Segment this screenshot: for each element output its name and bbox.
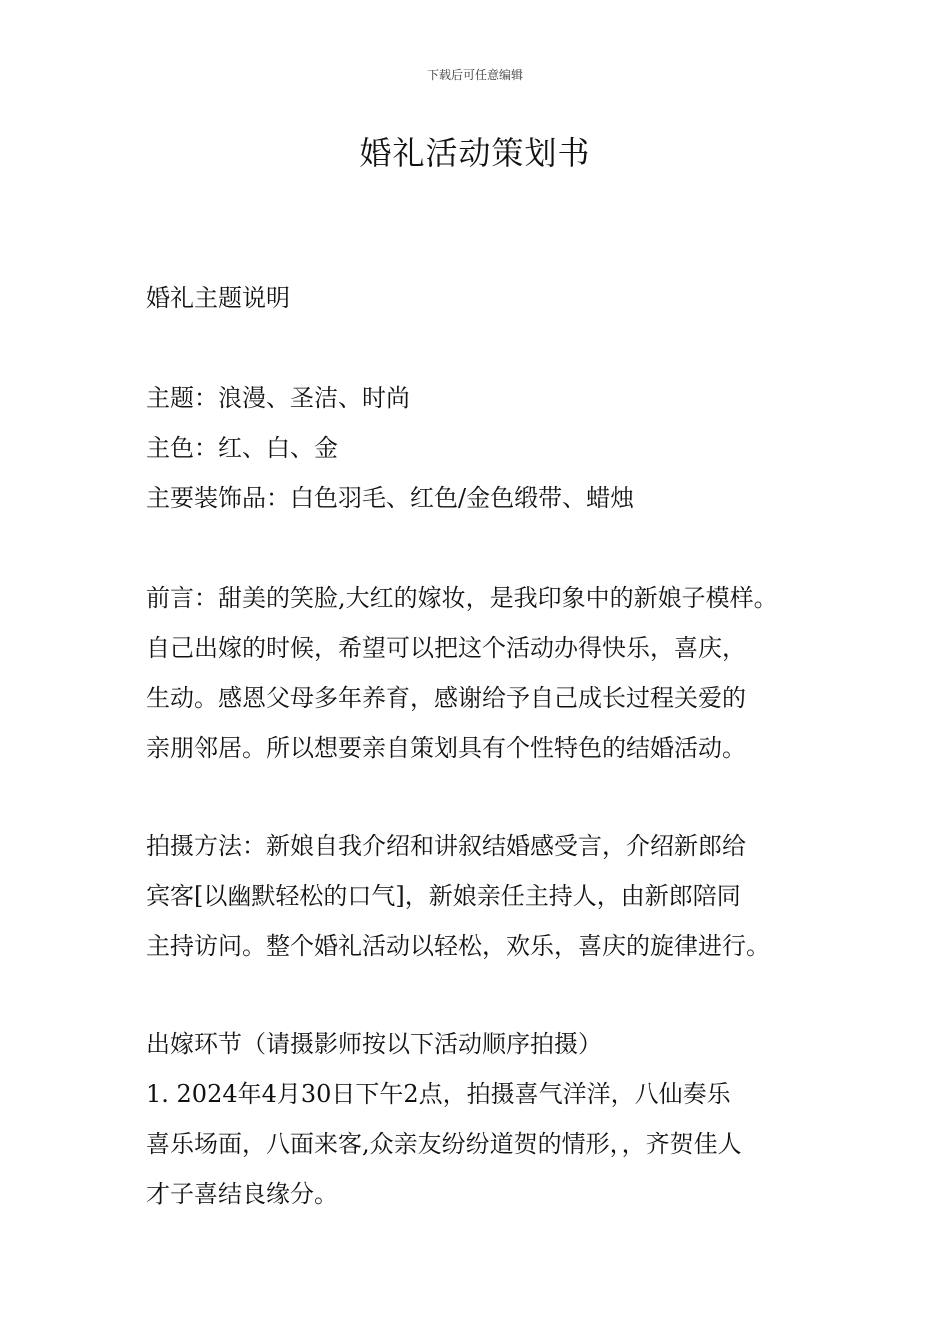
- theme-heading: 婚礼主题说明: [146, 284, 290, 312]
- shooting-line: 宾客[以幽默轻松的口气]，新娘亲任主持人，由新郎陪同: [146, 882, 741, 910]
- main-color-line: 主色：红、白、金: [146, 434, 338, 462]
- decorations-line: 主要装饰品：白色羽毛、红色/金色缎带、蜡烛: [146, 484, 635, 512]
- item1-line: 才子喜结良缘分。: [146, 1180, 338, 1208]
- theme-line: 主题：浪漫、圣洁、时尚: [146, 384, 410, 412]
- preface-line: 前言：甜美的笑脸,大红的嫁妆，是我印象中的新娘子模样。: [146, 584, 778, 612]
- shooting-line: 拍摄方法：新娘自我介绍和讲叙结婚感受言，介绍新郎给: [146, 832, 746, 860]
- wedding-heading: 出嫁环节（请摄影师按以下活动顺序拍摄）: [146, 1030, 602, 1058]
- preface-line: 亲朋邻居。所以想要亲自策划具有个性特色的结婚活动。: [146, 734, 746, 762]
- item1-line: 1. 2024年4月30日下午2点，拍摄喜气洋洋，八仙奏乐: [146, 1080, 731, 1108]
- document-title: 婚礼活动策划书: [359, 134, 591, 172]
- item1-line: 喜乐场面，八面来客,众亲友纷纷道贺的情形，，齐贺佳人: [146, 1130, 742, 1158]
- shooting-line: 主持访问。整个婚礼活动以轻松，欢乐，喜庆的旋律进行。: [146, 932, 770, 960]
- header-note: 下载后可任意编辑: [426, 68, 523, 82]
- preface-line: 自己出嫁的时候，希望可以把这个活动办得快乐，喜庆，: [146, 634, 746, 662]
- preface-line: 生动。感恩父母多年养育，感谢给予自己成长过程关爱的: [146, 684, 746, 712]
